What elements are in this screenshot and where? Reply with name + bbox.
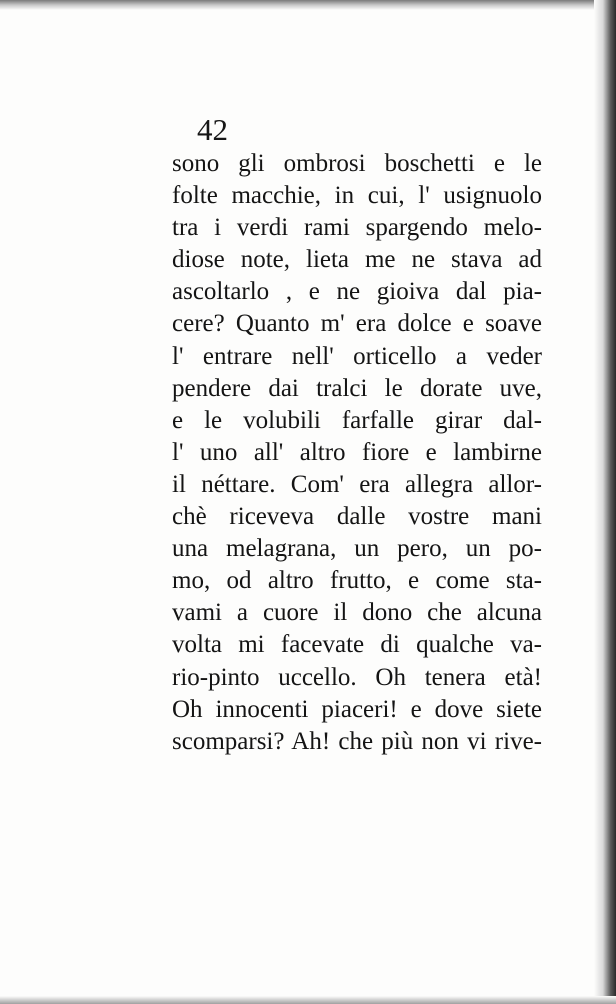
text-line: folte macchie, in cui, l' usignuolo [172,182,542,210]
text-line: ascoltarlo , e ne gioiva dal pia- [172,278,542,306]
text-line: diose note, lieta me ne stava ad [172,246,542,274]
text-line: l' entrare nell' orticello a veder [172,342,542,370]
body-text [172,148,542,758]
text-line: e le volubili farfalle girar dal- [172,406,542,434]
page-right-edge [594,0,616,1004]
text-line: cere? Quanto m' era dolce e soave [172,310,542,338]
text-line: rio-pinto uccello. Oh tenera età! [172,663,542,691]
text-line: chè riceveva dalle vostre mani [172,503,542,531]
page-bottom-edge [0,996,616,1004]
text-line: mo, od altro frutto, e come sta- [172,567,542,595]
text-line: sono gli ombrosi boschetti e le [172,150,542,177]
text-line: l' uno all' altro fiore e lambirne [172,438,542,466]
text-line: vami a cuore il dono che alcuna [172,599,542,627]
text-line: scomparsi? Ah! che più non vi rive- [172,727,542,755]
text-line: pendere dai tralci le dorate uve, [172,374,542,402]
text-line: Oh innocenti piaceri! e dove siete [172,695,542,723]
text-line: una melagrana, un pero, un po- [172,535,542,563]
text-line: volta mi facevate di qualche va- [172,631,542,659]
page-top-edge [0,0,616,10]
text-line: il néttare. Com' era allegra allor- [172,470,542,498]
page-number: 42 [197,112,228,147]
text-line: tra i verdi rami spargendo melo- [172,214,542,242]
